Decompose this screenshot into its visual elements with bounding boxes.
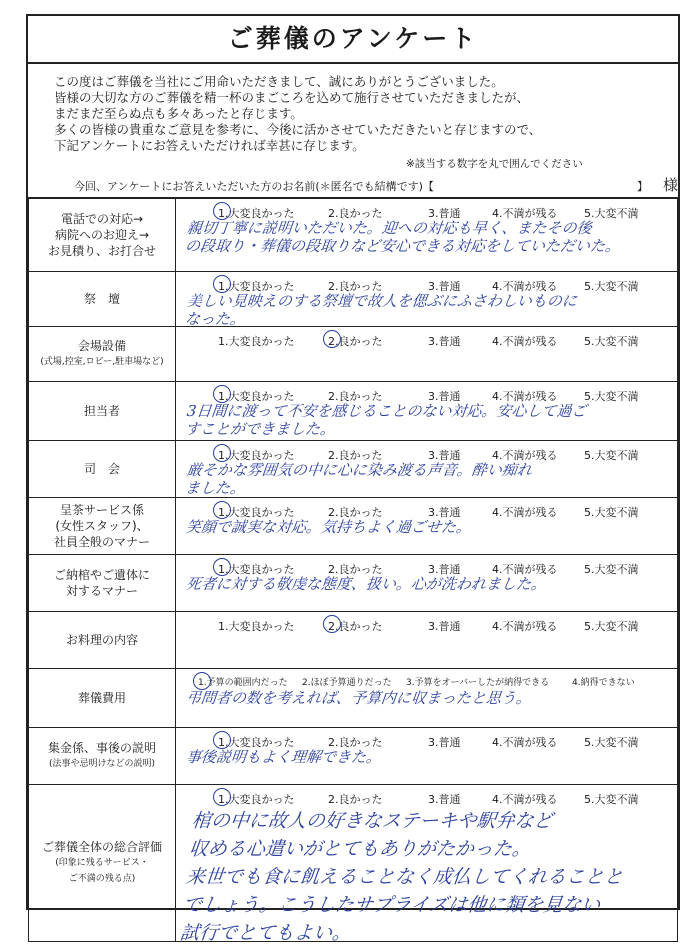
rating-option[interactable]: 5.大変不満 — [584, 506, 639, 519]
respondent-name-line — [74, 178, 678, 194]
answer-cell — [176, 498, 678, 555]
intro-text — [54, 74, 654, 154]
rating-option[interactable]: 2.良かった — [328, 620, 383, 633]
comment-line: 親切丁寧に説明いただいた。迎への対応も早く、またその後 — [186, 219, 593, 237]
rating-option[interactable]: 1.大変良かった — [218, 207, 295, 220]
page-title: ご葬儀のアンケート — [28, 16, 678, 64]
question-label-line: 病院へのお迎え→ — [54, 228, 150, 242]
comment-line: 棺の中に故人の好きなステーキや駅弁など — [190, 810, 554, 832]
question-label — [29, 669, 176, 728]
question-sublabel: ご不満の残る点) — [68, 874, 136, 884]
intro-line: 下記アンケートにお答えいただければ幸甚に存じます。 — [54, 138, 365, 153]
comment-line: 事後説明もよく理解できた。 — [185, 748, 382, 766]
survey-table — [28, 197, 678, 942]
answer-cell — [176, 669, 678, 728]
answer-cell — [176, 612, 678, 669]
comment-line: 死者に対する敬虔な態度、扱い。心が洗われました。 — [185, 575, 547, 593]
question-label-line: 電話での対応→ — [60, 212, 144, 226]
question-sublabel: (法事や忌明けなどの説明) — [48, 759, 156, 769]
rating-option[interactable]: 2.良かった — [328, 506, 383, 519]
selected-circle-mark — [323, 615, 341, 633]
survey-row — [29, 327, 678, 382]
rating-option[interactable]: 1.大変良かった — [218, 390, 295, 403]
selected-circle-mark — [213, 202, 231, 220]
rating-option[interactable]: 4.不満が残る — [492, 736, 558, 749]
rating-option[interactable]: 5.大変不満 — [584, 207, 639, 220]
rating-option[interactable]: 1.大変良かった — [218, 793, 295, 806]
rating-option[interactable]: 2.良かった — [328, 563, 383, 576]
rating-option[interactable]: 3.普通 — [428, 207, 461, 220]
rating-option[interactable]: 1.大変良かった — [218, 449, 295, 462]
question-label-line: お見積り、お打合せ — [47, 244, 156, 258]
question-label-line: 担当者 — [83, 404, 120, 418]
comment-line: の段取り・葬儀の段取りなど安心できる対応をしていただいた。 — [184, 237, 622, 255]
comment-line: なった。 — [184, 310, 247, 328]
question-label-line: 対するマナー — [65, 584, 138, 598]
question-label-line: 祭 壇 — [83, 292, 120, 306]
comment-line: すことができました。 — [184, 420, 337, 438]
handwritten-comment — [179, 807, 682, 947]
handwritten-comment — [184, 219, 676, 255]
rating-option[interactable]: 3.予算をオーバーしたが納得できる — [406, 678, 550, 688]
rating-option[interactable]: 5.大変不満 — [584, 390, 639, 403]
survey-row — [29, 441, 678, 498]
rating-option[interactable]: 3.普通 — [428, 506, 461, 519]
rating-option[interactable]: 4.不満が残る — [492, 280, 558, 293]
comment-line: 厳そかな雰囲気の中に心に染み渡る声音。酔い痴れ — [186, 461, 533, 479]
question-label-line: 呈茶サービス係 — [59, 503, 144, 517]
handwritten-comment — [185, 575, 675, 593]
name-prompt: 今回、アンケートにお答えいただいた方のお名前(＊匿名でも結構です)【 — [74, 180, 434, 193]
selected-circle-mark — [213, 275, 231, 293]
survey-sheet — [26, 14, 680, 944]
rating-option[interactable]: 3.普通 — [428, 620, 461, 633]
selected-circle-mark — [213, 731, 231, 749]
rating-option[interactable]: 5.大変不満 — [584, 280, 639, 293]
handwritten-comment — [184, 461, 676, 497]
rating-option[interactable]: 2.良かった — [328, 280, 383, 293]
rating-option[interactable]: 4.不満が残る — [492, 563, 558, 576]
rating-option[interactable]: 4.不満が残る — [492, 506, 558, 519]
rating-option[interactable]: 2.良かった — [328, 207, 383, 220]
rating-option[interactable]: 2.良かった — [328, 736, 383, 749]
rating-option[interactable]: 4.不満が残る — [492, 793, 558, 806]
survey-row — [29, 669, 678, 728]
question-label — [29, 198, 176, 272]
handwritten-comment — [185, 689, 675, 707]
survey-row — [29, 498, 678, 555]
handwritten-comment — [185, 748, 675, 766]
rating-option[interactable]: 1.大変良かった — [218, 736, 295, 749]
intro-line: この度はご葬儀を当社にご用命いただきまして、誠にありがとうございました。 — [54, 74, 504, 89]
rating-option[interactable]: 4.納得できない — [572, 678, 635, 688]
question-label-line: 社員全般のマナー — [53, 535, 150, 549]
question-label — [29, 498, 176, 555]
handwritten-comment — [184, 292, 676, 328]
rating-option[interactable]: 5.大変不満 — [584, 449, 639, 462]
answer-cell — [176, 785, 678, 942]
selected-circle-mark — [213, 444, 231, 462]
rating-option[interactable]: 1.大変良かった — [218, 335, 295, 348]
name-suffix[interactable]: 様 — [662, 176, 678, 194]
question-label-line: お料理の内容 — [65, 633, 138, 647]
intro-line: 多くの皆様の貴重なご意見を参考に、今後に活かさせていただきたいと存じますので、 — [54, 122, 542, 137]
rating-option[interactable]: 3.普通 — [428, 390, 461, 403]
rating-option[interactable]: 2.良かった — [328, 449, 383, 462]
rating-option[interactable]: 3.普通 — [428, 736, 461, 749]
rating-option[interactable]: 3.普通 — [428, 563, 461, 576]
rating-option[interactable]: 2.良かった — [328, 335, 383, 348]
answer-cell — [176, 382, 678, 441]
intro-line: 皆様の大切な方のご葬儀を精一杯のまごころを込めて施行させていただきましたが、 — [54, 90, 530, 105]
question-sublabel: (印象に残るサービス・ — [55, 858, 149, 868]
rating-option[interactable]: 4.不満が残る — [492, 449, 558, 462]
question-sublabel: (式場,控室,ロビー,駐車場など) — [40, 357, 164, 367]
answer-cell — [176, 272, 678, 327]
rating-option[interactable]: 5.大変不満 — [584, 563, 639, 576]
rating-option[interactable]: 3.普通 — [428, 335, 461, 348]
rating-option[interactable]: 4.不満が残る — [492, 390, 558, 403]
survey-row — [29, 198, 678, 272]
handwritten-comment — [185, 518, 675, 536]
answer-cell — [176, 728, 678, 785]
rating-option[interactable]: 1.大変良かった — [218, 563, 295, 576]
rating-option[interactable]: 1.大変良かった — [218, 280, 295, 293]
selected-circle-mark — [323, 330, 341, 348]
question-label — [29, 382, 176, 441]
rating-option[interactable]: 2.ほぼ予算通りだった — [302, 678, 392, 688]
question-label-line: 会場設備 — [77, 339, 126, 353]
question-label — [29, 272, 176, 327]
question-label-line: ご葬儀全体の総合評価 — [41, 840, 162, 854]
survey-row — [29, 612, 678, 669]
rating-option[interactable]: 2.良かった — [328, 390, 383, 403]
rating-option[interactable]: 5.大変不満 — [584, 620, 639, 633]
comment-line: 弔問者の数を考えれば、予算内に収まったと思う。 — [185, 689, 532, 707]
comment-line: 試行でとてもよい。 — [178, 922, 353, 944]
question-label-line: 葬儀費用 — [77, 691, 126, 705]
answer-cell — [176, 198, 678, 272]
question-label-line: (女性スタッフ)、 — [55, 519, 149, 533]
question-label-line: 司 会 — [83, 462, 120, 476]
rating-option[interactable]: 1.大変良かった — [218, 620, 295, 633]
survey-row — [29, 785, 678, 942]
comment-line: 収める心遣いがとてもありがたかった。 — [187, 838, 533, 860]
survey-row — [29, 382, 678, 441]
survey-row — [29, 272, 678, 327]
rating-option[interactable]: 5.大変不満 — [584, 793, 639, 806]
answer-cell — [176, 441, 678, 498]
name-bracket-close: 】 — [637, 180, 648, 193]
comment-line: 美しい見映えのする祭壇で故人を偲ぶにふさわしいものに — [186, 292, 578, 310]
handwritten-comment — [184, 402, 676, 438]
rating-option[interactable]: 1.大変良かった — [218, 506, 295, 519]
rating-option[interactable]: 3.普通 — [428, 280, 461, 293]
rating-option[interactable]: 3.普通 — [428, 449, 461, 462]
comment-line: でしょう。こうしたサプライズは他に類を見ない — [181, 894, 602, 916]
rating-option[interactable]: 2.良かった — [328, 793, 383, 806]
selected-circle-mark — [213, 558, 231, 576]
question-label — [29, 555, 176, 612]
rating-option[interactable]: 4.不満が残る — [492, 207, 558, 220]
rating-option[interactable]: 4.不満が残る — [492, 620, 558, 633]
question-label — [29, 728, 176, 785]
selected-circle-mark — [193, 672, 211, 690]
question-label — [29, 612, 176, 669]
rating-option[interactable]: 5.大変不満 — [584, 335, 639, 348]
question-label-line: 集金係、事後の説明 — [47, 741, 156, 755]
selected-circle-mark — [213, 501, 231, 519]
rating-option[interactable]: 3.普通 — [428, 793, 461, 806]
selected-circle-mark — [213, 788, 231, 806]
survey-row — [29, 555, 678, 612]
selected-circle-mark — [213, 385, 231, 403]
comment-line: 笑顔で誠実な対応。気持ちよく過ごせた。 — [185, 518, 472, 536]
intro-line: まだまだ至らぬ点も多々あったと存じます。 — [54, 106, 303, 121]
survey-row — [29, 728, 678, 785]
answer-cell — [176, 555, 678, 612]
question-label-line: ご納棺やご遺体に — [53, 568, 150, 582]
instruction-note: ※該当する数字を丸で囲んでください — [406, 158, 583, 170]
answer-cell — [176, 327, 678, 382]
rating-option[interactable]: 5.大変不満 — [584, 736, 639, 749]
question-label — [29, 785, 176, 942]
rating-option[interactable]: 1.予算の範囲内だった — [198, 678, 288, 688]
comment-line: 3日間に渡って不安を感じることのない対応。安心して過ご — [186, 402, 588, 420]
comment-line: 来世でも食に飢えることなく成仏してくれることと — [184, 866, 625, 888]
question-label — [29, 327, 176, 382]
comment-line: ました。 — [184, 479, 247, 497]
rating-option[interactable]: 4.不満が残る — [492, 335, 558, 348]
question-label — [29, 441, 176, 498]
